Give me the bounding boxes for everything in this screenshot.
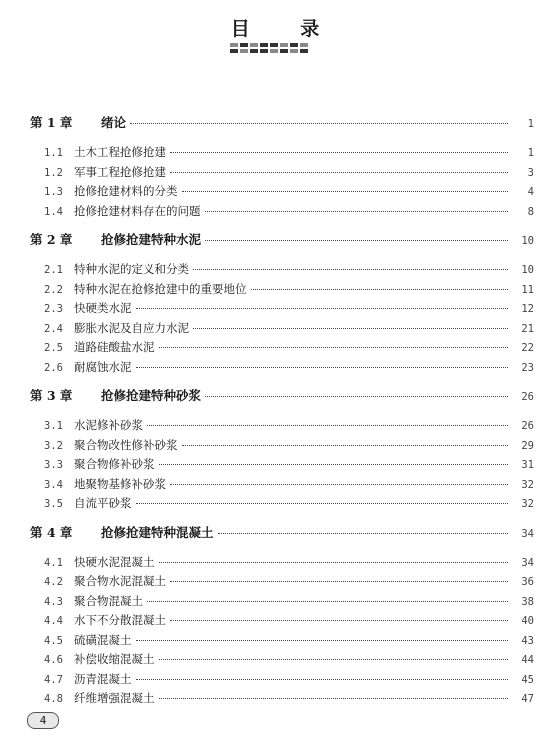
section-number: 4.8	[44, 693, 63, 705]
page-ref: 32	[521, 498, 534, 510]
toc-section-row[interactable]	[0, 436, 550, 456]
chapter-title: 抢修抢建特种砂浆	[101, 388, 202, 403]
section-number: 4.6	[44, 654, 63, 666]
page-ref: 12	[521, 303, 534, 315]
section-number: 4.5	[44, 634, 63, 647]
dot-leader	[170, 152, 508, 153]
section-number: 2.2	[44, 283, 63, 296]
page-ref: 1	[527, 147, 534, 159]
chapter-2	[0, 229, 550, 377]
dot-leader	[218, 533, 508, 534]
section-title: 特种水泥的定义和分类	[74, 262, 189, 276]
dot-leader	[130, 123, 508, 124]
section-title: 水泥修补砂浆	[74, 418, 143, 432]
toc-section-row[interactable]	[0, 143, 550, 163]
chapter-number: 第 1 章	[30, 115, 73, 130]
toc-section-row[interactable]	[0, 319, 550, 339]
dot-leader	[136, 308, 509, 309]
dot-leader	[205, 211, 509, 212]
dot-leader	[159, 659, 509, 660]
page-ref: 29	[521, 439, 534, 452]
section-number: 1.4	[44, 205, 63, 218]
chapter-title: 绪论	[101, 115, 127, 130]
dot-leader	[159, 464, 509, 465]
section-title: 抢修抢建材料存在的问题	[74, 203, 201, 218]
dot-leader	[147, 425, 508, 426]
page-ref: 8	[527, 205, 534, 218]
page-ref: 21	[521, 322, 534, 335]
section-title: 地聚物基修补砂浆	[74, 476, 166, 491]
toc-chapter-row[interactable]	[0, 522, 550, 544]
section-title: 耐腐蚀水泥	[74, 359, 132, 374]
page-ref: 44	[521, 654, 534, 666]
toc-section-row[interactable]	[0, 689, 550, 709]
dot-leader	[193, 328, 508, 329]
chapter-4	[0, 522, 550, 709]
page-ref: 26	[521, 391, 534, 403]
page-ref: 22	[521, 342, 534, 354]
chapter-3	[0, 385, 550, 514]
section-title: 道路硅酸盐水泥	[74, 340, 155, 354]
section-number: 2.4	[44, 322, 63, 335]
dot-leader	[136, 503, 509, 504]
dot-leader	[193, 269, 508, 270]
section-number: 3.4	[44, 478, 63, 491]
dot-leader	[170, 484, 508, 485]
section-title: 土木工程抢修抢建	[74, 145, 166, 159]
toc-section-row[interactable]	[0, 592, 550, 612]
dot-leader	[251, 289, 509, 290]
section-title: 硫磺混凝土	[74, 632, 132, 647]
page-ref: 36	[521, 576, 534, 588]
section-title: 抢修抢建材料的分类	[74, 184, 178, 198]
page-title: 目 录	[230, 18, 342, 40]
dot-leader	[136, 679, 509, 680]
page-ref: 40	[521, 615, 534, 627]
toc-section-row[interactable]	[0, 338, 550, 358]
section-number: 1.3	[44, 186, 63, 198]
section-title: 自流平砂浆	[74, 496, 132, 510]
section-title: 聚合物改性修补砂浆	[74, 437, 178, 452]
toc-section-row[interactable]	[0, 553, 550, 573]
toc-section-row[interactable]	[0, 670, 550, 690]
dot-leader	[170, 581, 508, 582]
section-number: 4.7	[44, 673, 63, 686]
page-ref: 43	[521, 634, 534, 647]
section-number: 3.5	[44, 498, 63, 510]
section-title: 沥青混凝土	[74, 671, 132, 686]
page-ref: 4	[527, 186, 534, 198]
section-title: 膨胀水泥及自应力水泥	[74, 320, 189, 335]
section-number: 4.1	[44, 556, 63, 569]
toc-section-row[interactable]	[0, 475, 550, 495]
dot-leader	[182, 445, 509, 446]
chapter-number: 第 3 章	[30, 388, 73, 403]
toc-section-row[interactable]	[0, 163, 550, 183]
section-number: 3.2	[44, 439, 63, 452]
page-ref: 34	[521, 556, 534, 569]
toc-section-row[interactable]	[0, 182, 550, 202]
toc-section-row[interactable]	[0, 202, 550, 222]
dot-leader	[136, 367, 509, 368]
toc-section-row[interactable]	[0, 299, 550, 319]
section-number: 4.2	[44, 576, 63, 588]
section-number: 3.1	[44, 420, 63, 432]
page-number-badge: 4	[27, 712, 59, 729]
toc-chapter-row[interactable]	[0, 385, 550, 407]
page-ref: 45	[521, 673, 534, 686]
page-ref: 3	[527, 166, 534, 179]
section-title: 快硬类水泥	[74, 301, 132, 315]
section-number: 4.4	[44, 615, 63, 627]
toc-section-row[interactable]	[0, 280, 550, 300]
page-ref: 1	[527, 118, 534, 130]
section-title: 聚合物混凝土	[74, 593, 143, 608]
toc-chapter-row[interactable]	[0, 112, 550, 134]
toc-section-row[interactable]	[0, 611, 550, 631]
dot-leader	[159, 698, 509, 699]
toc-section-row[interactable]	[0, 416, 550, 436]
page-ref: 10	[521, 235, 534, 247]
chapter-1	[0, 112, 550, 221]
page-ref: 23	[521, 361, 534, 374]
section-title: 聚合物水泥混凝土	[74, 574, 166, 588]
dot-leader	[159, 562, 509, 563]
section-number: 3.3	[44, 459, 63, 471]
section-number: 2.3	[44, 303, 63, 315]
dot-leader	[182, 191, 509, 192]
dot-leader	[147, 601, 508, 602]
section-number: 2.1	[44, 264, 63, 276]
dot-leader	[205, 396, 508, 397]
dot-leader	[170, 172, 508, 173]
dot-leader	[136, 640, 509, 641]
page-ref: 32	[521, 478, 534, 491]
section-title: 纤维增强混凝土	[74, 691, 155, 705]
toc-chapter-row[interactable]	[0, 229, 550, 251]
table-of-contents	[0, 112, 550, 717]
dot-leader	[170, 620, 508, 621]
page-ref: 34	[521, 527, 534, 540]
page-ref: 47	[521, 693, 534, 705]
section-number: 2.6	[44, 361, 63, 374]
chapter-number: 第 2 章	[30, 232, 73, 247]
chapter-title: 抢修抢建特种水泥	[101, 232, 202, 247]
toc-section-row[interactable]	[0, 494, 550, 514]
toc-section-row[interactable]	[0, 650, 550, 670]
title-ornament	[230, 43, 314, 53]
toc-section-row[interactable]	[0, 455, 550, 475]
section-title: 特种水泥在抢修抢建中的重要地位	[74, 281, 247, 296]
section-title: 水下不分散混凝土	[74, 613, 166, 627]
section-title: 快硬水泥混凝土	[74, 554, 155, 569]
section-number: 1.2	[44, 166, 63, 179]
toc-section-row[interactable]	[0, 631, 550, 651]
page-ref: 26	[521, 420, 534, 432]
toc-section-row[interactable]	[0, 260, 550, 280]
chapter-title: 抢修抢建特种混凝土	[101, 524, 214, 540]
section-number: 4.3	[44, 595, 63, 608]
section-number: 1.1	[44, 147, 63, 159]
dot-leader	[205, 240, 508, 241]
page-ref: 31	[521, 459, 534, 471]
page-ref: 38	[521, 595, 534, 608]
chapter-number: 第 4 章	[30, 524, 73, 540]
dot-leader	[159, 347, 509, 348]
section-number: 2.5	[44, 342, 63, 354]
page-ref: 10	[521, 264, 534, 276]
toc-section-row[interactable]	[0, 358, 550, 378]
section-title: 补偿收缩混凝土	[74, 652, 155, 666]
section-title: 聚合物修补砂浆	[74, 457, 155, 471]
page-ref: 11	[521, 283, 534, 296]
section-title: 军事工程抢修抢建	[74, 164, 166, 179]
toc-section-row[interactable]	[0, 572, 550, 592]
